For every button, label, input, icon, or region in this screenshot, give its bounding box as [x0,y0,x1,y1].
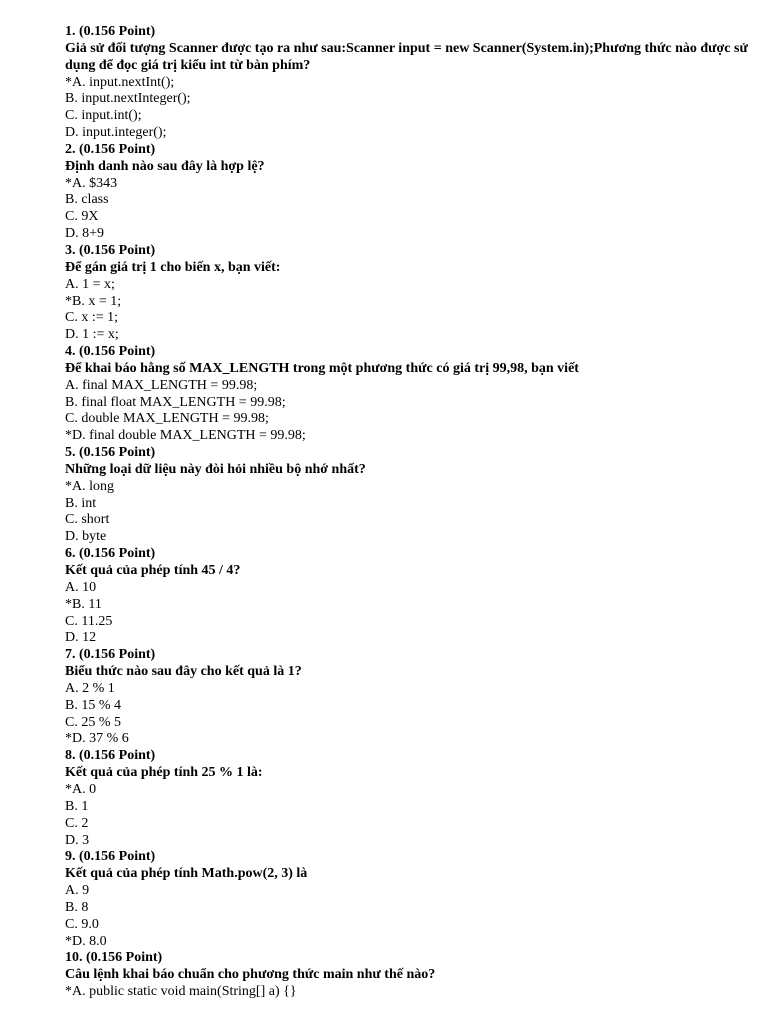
question-number: 4. (0.156 Point) [65,344,156,360]
question-number: 7. (0.156 Point) [65,647,156,663]
question-text: Kết quả của phép tính 45 / 4? [65,563,241,578]
answer-option: D. 1 := x; [65,327,119,343]
answer-option: C. 9X [65,209,99,225]
answer-option: *B. 11 [65,596,102,612]
question-text: Kết quả của phép tính Math.pow(2, 3) là [65,866,308,882]
answer-option: D. 12 [65,630,97,646]
question-2 [65,142,765,243]
question-text: Giả sử đối tượng Scanner được tạo ra như sau:Scanner input = new Scanner(System.in);Phương thức nào được sử dụng để đọc giá trị kiểu int từ bàn phím? [65,40,748,73]
answer-option: C. 11.25 [65,613,113,629]
answer-option: A. 1 = x; [65,276,115,292]
answer-option: *A. $343 [65,175,118,191]
answer-option: *A. 0 [65,781,97,797]
answer-option: B. 15 % 4 [65,697,121,713]
question-10 [65,950,765,1001]
question-text: Biểu thức nào sau đây cho kết quả là 1? [65,664,302,680]
answer-option: C. 2 [65,815,89,831]
question-5 [65,445,765,546]
answer-option: A. final MAX_LENGTH = 99.98; [65,377,258,393]
answer-option: B. input.nextInteger(); [65,91,191,107]
question-text: Định danh nào sau đây là hợp lệ? [65,158,265,174]
answer-option: A. 2 % 1 [65,680,115,696]
answer-option: C. x := 1; [65,310,119,326]
question-8 [65,748,765,849]
question-number: 8. (0.156 Point) [65,748,156,764]
answer-option: B. 1 [65,798,89,814]
answer-option: *A. public static void main(String[] a) {} [65,984,297,1000]
answer-option: C. double MAX_LENGTH = 99.98; [65,411,269,427]
answer-option: D. byte [65,529,107,545]
answer-option: *D. final double MAX_LENGTH = 99.98; [65,428,306,444]
answer-option: D. 3 [65,832,90,848]
question-1 [65,24,765,142]
answer-option: *D. 8.0 [65,933,107,949]
question-7 [65,647,765,748]
answer-option: B. final float MAX_LENGTH = 99.98; [65,394,286,410]
question-text: Để gán giá trị 1 cho biến x, bạn viết: [65,259,281,275]
question-number: 6. (0.156 Point) [65,546,156,562]
answer-option: C. input.int(); [65,108,142,124]
question-text: Những loại dữ liệu này đòi hỏi nhiều bộ nhớ nhất? [65,461,366,477]
answer-option: A. 9 [65,883,90,899]
answer-option: *D. 37 % 6 [65,731,129,747]
question-number: 2. (0.156 Point) [65,141,156,157]
question-text: Câu lệnh khai báo chuẩn cho phương thức main như thế nào? [65,967,436,983]
answer-option: *B. x = 1; [65,293,122,309]
answer-option: B. 8 [65,899,89,915]
answer-option: C. 9.0 [65,916,99,932]
quiz-document [65,24,765,1001]
answer-option: C. short [65,512,110,528]
question-4 [65,344,765,445]
answer-option: *A. long [65,478,114,494]
question-number: 3. (0.156 Point) [65,242,156,258]
question-number: 9. (0.156 Point) [65,849,156,865]
answer-option: A. 10 [65,579,97,595]
answer-option: B. int [65,495,97,511]
question-9 [65,849,765,950]
answer-option: C. 25 % 5 [65,714,121,730]
answer-option: D. 8+9 [65,226,105,242]
question-6 [65,546,765,647]
answer-option: D. input.integer(); [65,125,167,141]
answer-option: *A. input.nextInt(); [65,74,175,90]
answer-option: B. class [65,192,109,208]
question-number: 1. (0.156 Point) [65,24,156,39]
question-text: Kết quả của phép tính 25 % 1 là: [65,765,263,781]
question-text: Để khai báo hằng số MAX_LENGTH trong một phương thức có giá trị 99,98, bạn viết [65,360,579,376]
question-number: 10. (0.156 Point) [65,950,163,966]
question-3 [65,243,765,344]
question-number: 5. (0.156 Point) [65,445,156,461]
